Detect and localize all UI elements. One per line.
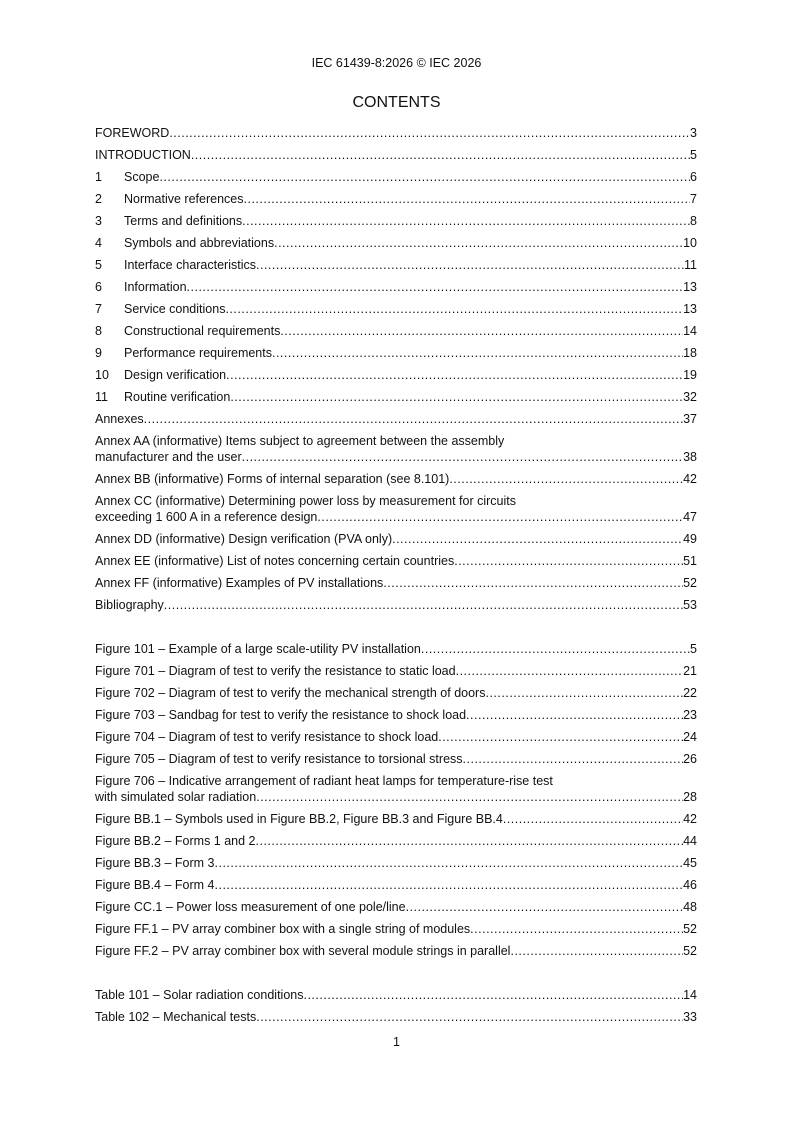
- entry-page: 7: [690, 192, 697, 206]
- entry-page: 26: [683, 752, 697, 766]
- clause-number: 9: [95, 346, 102, 360]
- entry-title: Figure BB.4 – Form 4: [95, 878, 215, 892]
- toc-entry[interactable]: [95, 679, 697, 701]
- clause-number: 1: [95, 170, 102, 184]
- toc-entry[interactable]: [95, 339, 697, 361]
- tables-section: [95, 981, 697, 1025]
- entry-page: 49: [683, 532, 697, 546]
- dot-leader: [187, 279, 684, 295]
- entry-title: Figure 702 – Diagram of test to verify the mechanical strength of doors: [95, 686, 486, 700]
- entry-title: Figure FF.2 – PV array combiner box with several module strings in parallel: [95, 944, 511, 958]
- entry-page: 52: [683, 944, 697, 958]
- entry-title: Figure BB.2 – Forms 1 and 2: [95, 834, 256, 848]
- toc-entry[interactable]: [95, 893, 697, 915]
- entry-page: 19: [683, 368, 697, 382]
- entry-title: Performance requirements: [124, 346, 272, 360]
- entry-page: 13: [683, 280, 697, 294]
- clause-number: 10: [95, 368, 109, 382]
- entry-page: 48: [683, 900, 697, 914]
- entry-page: 14: [683, 988, 697, 1002]
- toc-entry[interactable]: [95, 317, 697, 339]
- entry-title: Figure FF.1 – PV array combiner box with a single string of modules: [95, 922, 471, 936]
- entry-page: 37: [683, 412, 697, 426]
- entry-page: 47: [683, 510, 697, 524]
- table-of-contents: [95, 119, 697, 1025]
- toc-entry[interactable]: [95, 915, 697, 937]
- dot-leader: [466, 707, 683, 723]
- entry-page: 10: [683, 236, 697, 250]
- entry-title: Interface characteristics: [124, 258, 256, 272]
- toc-entry[interactable]: [95, 701, 697, 723]
- toc-entry[interactable]: [95, 465, 697, 487]
- dot-leader: [510, 943, 683, 959]
- entry-title: manufacturer and the user: [95, 450, 242, 464]
- toc-entry[interactable]: [95, 827, 697, 849]
- entry-title: Scope: [124, 170, 160, 184]
- toc-entry[interactable]: [95, 767, 697, 805]
- entry-title: Information: [124, 280, 187, 294]
- dot-leader: [454, 553, 683, 569]
- dot-leader: [470, 921, 683, 937]
- clause-number: 7: [95, 302, 102, 316]
- entry-title: Bibliography: [95, 598, 164, 612]
- section-gap: [95, 959, 697, 981]
- dot-leader: [215, 877, 684, 893]
- entry-title: Design verification: [124, 368, 227, 382]
- entry-page: 53: [683, 598, 697, 612]
- entry-title: Table 102 – Mechanical tests: [95, 1010, 257, 1024]
- entry-page: 46: [683, 878, 697, 892]
- entry-title: Symbols and abbreviations: [124, 236, 275, 250]
- toc-entry[interactable]: [95, 1003, 697, 1025]
- dot-leader: [215, 855, 684, 871]
- dot-leader: [256, 257, 684, 273]
- dot-leader: [244, 191, 691, 207]
- dot-leader: [226, 367, 683, 383]
- clause-number: 3: [95, 214, 102, 228]
- entry-title: Figure BB.1 – Symbols used in Figure BB.2, Figure BB.3 and Figure BB.4: [95, 812, 503, 826]
- toc-entry[interactable]: [95, 163, 697, 185]
- dot-leader: [164, 597, 683, 613]
- entry-title: with simulated solar radiation: [95, 790, 257, 804]
- clause-number: 2: [95, 192, 102, 206]
- entry-page: 18: [683, 346, 697, 360]
- toc-entry[interactable]: [95, 273, 697, 295]
- dot-leader: [191, 147, 690, 163]
- dot-leader: [280, 323, 683, 339]
- dot-leader: [503, 811, 683, 827]
- toc-entry[interactable]: [95, 185, 697, 207]
- entry-page: 5: [690, 148, 697, 162]
- entry-title-line1: Figure 706 – Indicative arrangement of radiant heat lamps for temperature-rise test: [95, 774, 553, 788]
- entry-title: Figure 705 – Diagram of test to verify resistance to torsional stress: [95, 752, 463, 766]
- toc-entry[interactable]: [95, 547, 697, 569]
- entry-page: 42: [683, 472, 697, 486]
- entry-page: 38: [683, 450, 697, 464]
- entry-page: 45: [683, 856, 697, 870]
- entry-title: Annex DD (informative) Design verification (PVA only): [95, 532, 393, 546]
- entry-page: 21: [683, 664, 697, 678]
- toc-entry[interactable]: [95, 141, 697, 163]
- clause-number: 5: [95, 258, 102, 272]
- entry-page: 8: [690, 214, 697, 228]
- dot-leader: [242, 213, 690, 229]
- entry-page: 22: [683, 686, 697, 700]
- dot-leader: [383, 575, 683, 591]
- entry-title: Figure BB.3 – Form 3: [95, 856, 215, 870]
- dot-leader: [421, 641, 690, 657]
- clause-number: 6: [95, 280, 102, 294]
- toc-entry[interactable]: [95, 745, 697, 767]
- toc-entry[interactable]: [95, 487, 697, 525]
- toc-entry[interactable]: [95, 119, 697, 141]
- toc-entry[interactable]: [95, 635, 697, 657]
- entry-page: 14: [683, 324, 697, 338]
- dot-leader: [392, 531, 683, 547]
- entry-title: Constructional requirements: [124, 324, 281, 338]
- toc-entry[interactable]: [95, 229, 697, 251]
- toc-entry[interactable]: [95, 207, 697, 229]
- entry-page: 42: [683, 812, 697, 826]
- dot-leader: [485, 685, 683, 701]
- entry-title: Figure CC.1 – Power loss measurement of one pole/line: [95, 900, 406, 914]
- toc-entry[interactable]: [95, 591, 697, 613]
- entry-title: Annexes: [95, 412, 144, 426]
- dot-leader: [144, 411, 683, 427]
- dot-leader: [438, 729, 683, 745]
- dot-leader: [456, 663, 684, 679]
- contents-section: [95, 119, 697, 613]
- entry-title: Terms and definitions: [124, 214, 243, 228]
- toc-entry[interactable]: [95, 871, 697, 893]
- entry-page: 33: [683, 1010, 697, 1024]
- running-header: IEC 61439-8:2026 © IEC 2026: [311, 56, 482, 70]
- dot-leader: [242, 449, 683, 465]
- entry-page: 32: [683, 390, 697, 404]
- dot-leader: [449, 471, 683, 487]
- dot-leader: [317, 509, 683, 525]
- dot-leader: [256, 1009, 683, 1025]
- toc-entry[interactable]: [95, 525, 697, 547]
- toc-entry[interactable]: [95, 405, 697, 427]
- entry-title: Annex BB (informative) Forms of internal separation (see 8.101): [95, 472, 450, 486]
- entry-title: Figure 101 – Example of a large scale-utility PV installation: [95, 642, 421, 656]
- dot-leader: [406, 899, 684, 915]
- entry-title: Service conditions: [124, 302, 226, 316]
- dot-leader: [463, 751, 684, 767]
- entry-title: Normative references: [124, 192, 244, 206]
- dot-leader: [303, 987, 683, 1003]
- entry-title: Figure 701 – Diagram of test to verify the resistance to static load: [95, 664, 456, 678]
- dot-leader: [159, 169, 690, 185]
- entry-title: INTRODUCTION: [95, 148, 191, 162]
- dot-leader: [230, 389, 683, 405]
- dot-leader: [256, 833, 684, 849]
- clause-number: 8: [95, 324, 102, 338]
- entry-title: exceeding 1 600 A in a reference design: [95, 510, 318, 524]
- entry-title-line1: Annex AA (informative) Items subject to agreement between the assembly: [95, 434, 505, 448]
- clause-number: 4: [95, 236, 102, 250]
- dot-leader: [272, 345, 683, 361]
- dot-leader: [169, 125, 690, 141]
- entry-title: FOREWORD: [95, 126, 170, 140]
- figures-section: [95, 635, 697, 959]
- entry-page: 13: [683, 302, 697, 316]
- entry-page: 11: [684, 258, 697, 272]
- entry-page: 6: [690, 170, 697, 184]
- toc-entry[interactable]: [95, 569, 697, 591]
- toc-entry[interactable]: [95, 937, 697, 959]
- entry-title: Routine verification: [124, 390, 231, 404]
- entry-page: 28: [683, 790, 697, 804]
- toc-entry[interactable]: [95, 657, 697, 679]
- entry-page: 5: [690, 642, 697, 656]
- toc-entry[interactable]: [95, 805, 697, 827]
- entry-title: Annex FF (informative) Examples of PV installations: [95, 576, 384, 590]
- entry-title: Figure 704 – Diagram of test to verify resistance to shock load: [95, 730, 439, 744]
- page-number: 1: [393, 1035, 400, 1049]
- toc-entry[interactable]: [95, 427, 697, 465]
- contents-title: CONTENTS: [352, 94, 441, 111]
- clause-number: 11: [95, 390, 108, 404]
- dot-leader: [274, 235, 683, 251]
- entry-page: 52: [683, 576, 697, 590]
- entry-title-line1: Annex CC (informative) Determining power loss by measurement for circuits: [95, 494, 516, 508]
- entry-title: Figure 703 – Sandbag for test to verify the resistance to shock load: [95, 708, 467, 722]
- entry-title: Annex EE (informative) List of notes concerning certain countries: [95, 554, 455, 568]
- toc-entry[interactable]: [95, 849, 697, 871]
- toc-entry[interactable]: [95, 251, 697, 273]
- toc-entry[interactable]: [95, 383, 697, 405]
- toc-entry[interactable]: [95, 295, 697, 317]
- dot-leader: [256, 789, 683, 805]
- toc-entry[interactable]: [95, 361, 697, 383]
- section-gap: [95, 613, 697, 635]
- entry-page: 3: [690, 126, 697, 140]
- dot-leader: [225, 301, 683, 317]
- entry-page: 44: [683, 834, 697, 848]
- entry-page: 52: [683, 922, 697, 936]
- entry-title: Table 101 – Solar radiation conditions: [95, 988, 304, 1002]
- toc-entry[interactable]: [95, 723, 697, 745]
- entry-page: 23: [683, 708, 697, 722]
- toc-entry[interactable]: [95, 981, 697, 1003]
- entry-page: 51: [683, 554, 697, 568]
- entry-page: 24: [683, 730, 697, 744]
